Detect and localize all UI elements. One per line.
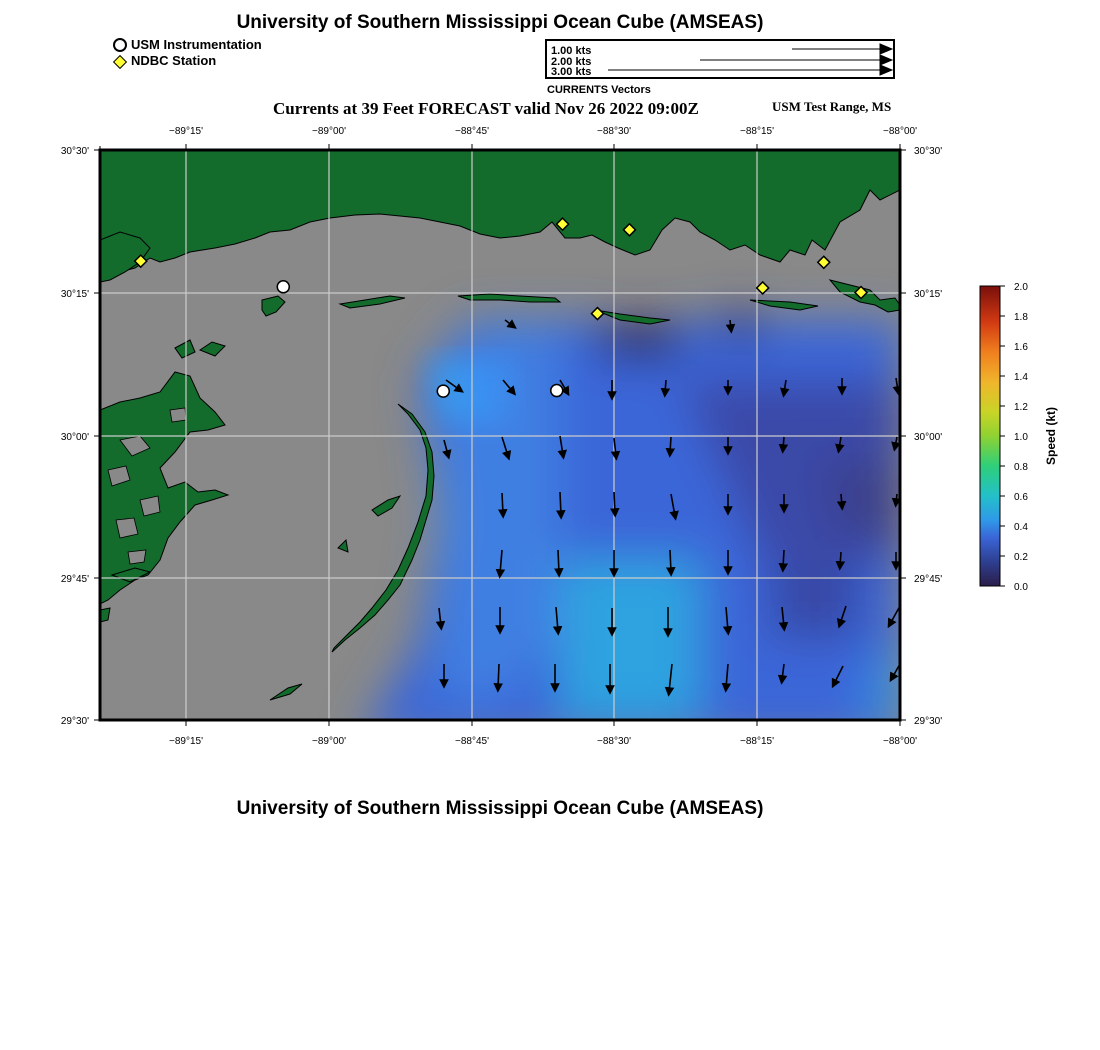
lon-label: −89°00' (312, 736, 346, 747)
lat-label: 29°45' (914, 574, 943, 585)
colorbar-tick: 1.6 (1014, 342, 1028, 353)
lon-labels-top (169, 126, 917, 137)
lon-label: −89°00' (312, 126, 346, 137)
vector-key (546, 40, 894, 78)
vector-key-box (546, 40, 894, 78)
lat-label: 30°15' (914, 289, 943, 300)
colorbar-tick: 0.8 (1014, 462, 1028, 473)
lat-label: 30°30' (60, 146, 89, 157)
vector-key-title: CURRENTS Vectors (547, 84, 651, 96)
colorbar-tick: 0.2 (1014, 552, 1028, 563)
vector-key-label: 1.00 kts (551, 45, 592, 57)
lat-label: 30°30' (914, 146, 943, 157)
lat-label: 29°30' (60, 716, 89, 727)
lat-labels-left (61, 146, 89, 727)
lon-label: −88°45' (455, 126, 489, 137)
usm-station-marker (277, 281, 289, 293)
circle-marker-icon (113, 38, 127, 52)
lat-label: 30°15' (60, 289, 89, 300)
lon-label: −88°30' (597, 736, 631, 747)
usm-station-marker (437, 385, 449, 397)
colorbar-ramp (980, 286, 1000, 586)
lon-label: −88°00' (883, 736, 917, 747)
legend-usm-label: USM Instrumentation (131, 37, 262, 52)
lon-label: −89°15' (169, 736, 203, 747)
lon-label: −88°15' (740, 736, 774, 747)
colorbar-tick: 0.0 (1014, 582, 1028, 593)
vector-key-label: 2.00 kts (551, 56, 592, 68)
lat-label: 30°00' (914, 432, 943, 443)
lat-label: 29°45' (60, 574, 89, 585)
legend-usm (113, 37, 262, 52)
lon-label: −88°45' (455, 736, 489, 747)
colorbar-tick: 1.0 (1014, 432, 1028, 443)
diamond-marker-icon (113, 54, 127, 68)
legend-ndbc (113, 53, 216, 68)
colorbar-tick: 1.2 (1014, 402, 1028, 413)
vector-key-label: 3.00 kts (551, 66, 592, 78)
lon-label: −88°15' (740, 126, 774, 137)
colorbar (980, 282, 1058, 593)
legend-ndbc-label: NDBC Station (131, 53, 217, 68)
lat-label: 30°00' (60, 432, 89, 443)
title-bottom: University of Southern Mississippi Ocean Cube (AMSEAS) (236, 798, 764, 819)
region-label: USM Test Range, MS (772, 99, 892, 114)
title-top: University of Southern Mississippi Ocean Cube (AMSEAS) (236, 12, 764, 33)
lon-label: −89°15' (169, 126, 203, 137)
colorbar-tick: 1.8 (1014, 312, 1028, 323)
lat-label: 29°30' (914, 716, 943, 727)
colorbar-label: Speed (kt) (1044, 406, 1058, 466)
lon-label: −88°30' (597, 126, 631, 137)
map-subtitle: Currents at 39 Feet FORECAST valid Nov 26 2022 09:00Z (273, 99, 699, 118)
plot-area (100, 150, 900, 740)
lat-labels-right (914, 146, 942, 727)
lon-label: −88°00' (883, 126, 917, 137)
colorbar-tick: 1.4 (1014, 372, 1028, 383)
lon-labels-bottom (169, 736, 917, 747)
colorbar-tick: 0.4 (1014, 522, 1028, 533)
usm-station-marker (551, 385, 563, 397)
colorbar-tick: 0.6 (1014, 492, 1028, 503)
colorbar-tick: 2.0 (1014, 282, 1028, 293)
